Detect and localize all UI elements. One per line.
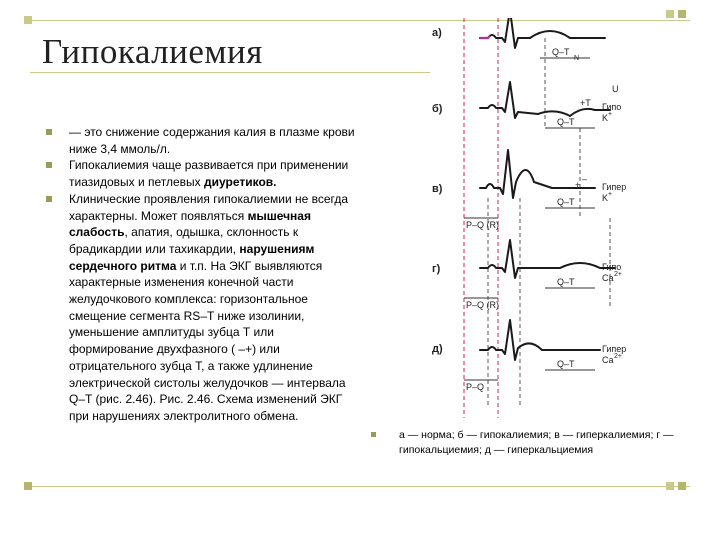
slide-title: Гипокалиемия: [42, 32, 263, 71]
condition-label: Гипер: [602, 182, 627, 192]
bullet-text: Клинические проявления гипокалиемии не всегда характерны. Может появляться: [69, 191, 349, 223]
qt-subscript: N: [574, 55, 580, 62]
corner-square: [678, 482, 686, 490]
condition-label: Гипо: [602, 102, 622, 112]
bullet-item: [42, 191, 360, 425]
figure-caption: [371, 428, 701, 458]
ion-charge: +: [608, 111, 613, 118]
bullet-list: [42, 124, 360, 425]
ecg-trace: [480, 150, 595, 198]
pq-label: P–Q (R): [466, 220, 500, 230]
bottom-rule: [30, 486, 690, 487]
ion-charge: +: [608, 191, 613, 198]
ecg-figure: [430, 18, 650, 418]
qt-label: Q–T: [557, 277, 575, 287]
bullet-text: Гипокалиемия чаще развивается при применении тиазидовых и петлевых: [69, 158, 349, 190]
qt-label: Q–T: [557, 359, 575, 369]
ecg-trace: [480, 240, 615, 278]
title-rule: [30, 72, 430, 73]
corner-square: [666, 482, 674, 490]
qt-label: Q–T: [552, 47, 570, 57]
bullet-bold-text: мышечная слабость: [69, 208, 311, 240]
panel-letter: а): [432, 27, 442, 39]
qt-label: Q–T: [557, 197, 575, 207]
condition-label: Гипер: [602, 344, 627, 354]
ion-label: K: [602, 193, 609, 203]
panel-letter: г): [432, 263, 441, 275]
bullet-bold-text: нарушениям сердечного ритма: [69, 241, 315, 273]
ion-charge: 2+: [614, 271, 622, 278]
bullet-item: [42, 157, 360, 190]
bullet-text: — это снижение содержания калия в плазме крови ниже 3,4 ммоль/л.: [69, 125, 355, 156]
ion-charge: 2+: [614, 353, 622, 360]
bullet-item: [42, 124, 360, 157]
qt-label: Q–T: [557, 117, 575, 127]
traces: [480, 18, 615, 360]
caption-text: а — норма; б — гипокалиемия; в — гиперкалиемия; г — гипокальциемия; д — гиперкальциемия: [371, 428, 701, 458]
corner-square: [24, 482, 32, 490]
ion-label: K: [602, 113, 609, 123]
wave-u-label: U: [612, 84, 619, 94]
wave-sign-plus: +T: [580, 98, 591, 108]
bullet-text: и т.п. На ЭКГ выявляются характерные изменения конечной части желудочкового комплекса: горизонтальное смещение сегмента RS–T ниже изолинии, уменьшение амплитуды зубца Т или формирование двухфазного ( –+) или отрицательного зубца Т, а также удлинение электрической систолы желудочков — интервала Q–T (рис. 2.46). Рис. 2.46. Схема изменений ЭКГ при нарушениях электролитного обмена.: [69, 258, 346, 423]
bullet-bold-text: диуретиков.: [204, 175, 277, 190]
pq-label: P–Q (R): [466, 300, 500, 310]
bullet-text: , апатия, одышка, склонность к брадикардии или тахикардии,: [69, 225, 299, 256]
corner-square: [24, 16, 32, 24]
pq-label: P–Q: [466, 382, 485, 392]
corner-square: [666, 10, 674, 18]
ion-label: Ca: [602, 273, 614, 283]
corner-square: [678, 10, 686, 18]
panel-letter: в): [432, 183, 443, 195]
annotations: [432, 27, 626, 392]
ion-label: Ca: [602, 355, 614, 365]
ecg-trace-highlight: [480, 150, 595, 198]
condition-label: Гипо: [602, 262, 622, 272]
ecg-trace: [480, 18, 605, 48]
panel-letter: б): [432, 103, 443, 115]
wave-sign-minus: –: [582, 174, 588, 184]
wave-sign-plus: +: [575, 180, 581, 190]
panel-letter: д): [432, 343, 443, 355]
ecg-trace-highlight: [480, 240, 615, 278]
